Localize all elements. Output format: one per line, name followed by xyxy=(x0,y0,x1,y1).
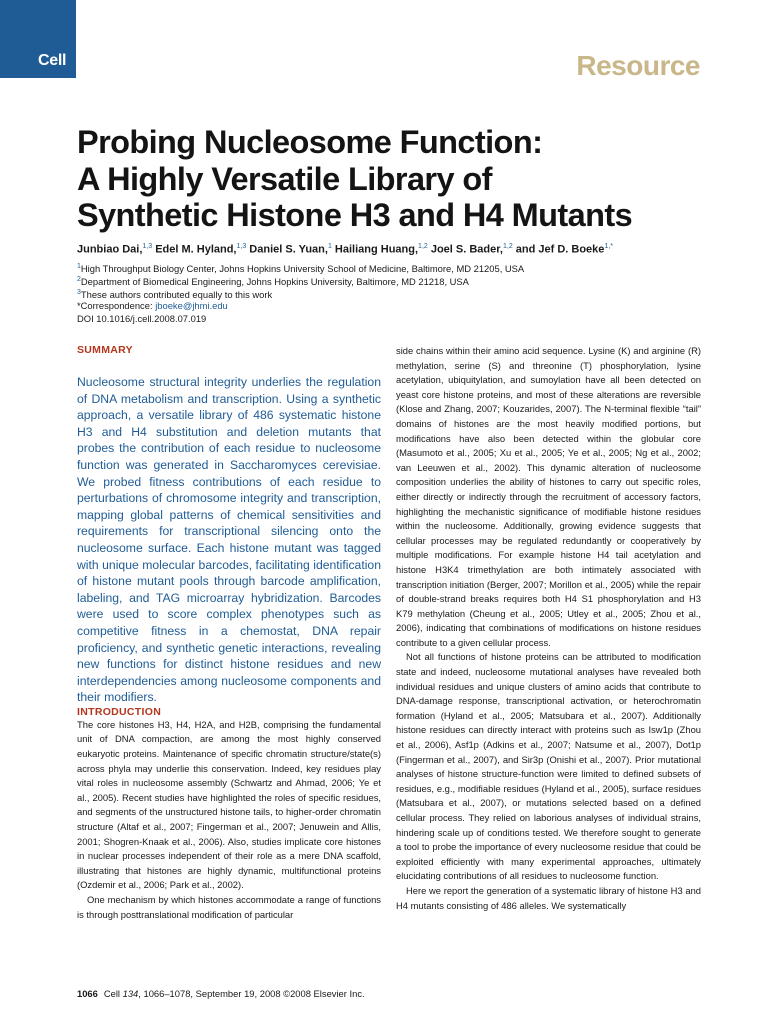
page-number: 1066 xyxy=(77,988,98,999)
affiliation-mark: 2 xyxy=(77,276,81,283)
author-name: Edel M. Hyland, xyxy=(152,243,237,256)
body-paragraph: side chains within their amino acid sequence. Lysine (K) and arginine (R) methylation, serine (S) and threonine (T) phosphorylation, lysine acetylation, ubiquitylation, and sumoylation have all been detected on yeast core histone proteins, and most of these alterations are reversible (Klose and Zhang, 2007; Kouzarides, 2007). The N-terminal flexible “tail” domains of histones are the most heavily modified portions, but modifications have also been detected within the globular core (Masumoto et al., 2005; Xu et al., 2005; Ye et al., 2005; Ng et al., 2002; van Leeuwen et al., 2002). This dynamic alteration of nucleosome composition underlies the ability of histones to carry out specific roles, either directly or indirectly through the recruitment of accessory factors, highlighting the mechanistic significance of modifiable histone residues within the nucleosome. Additionally, growing evidence suggests that cellular processes may be regulated redundantly or cooperatively by multiple modifications. For example histone H4 tail acetylation and histone H3K4 trimethylation are both intimately associated with transcription initiation (Berger, 2007; Morillon et al., 2005) while the repair of double-strand breaks requires both H4 S1 phosphorylation and H3 K79 methylation (Cheung et al., 2005; Utley et al., 2005; Zhou et al., 2006), indicating that combinations of modifications on histone residues contribute to a given cellular process. xyxy=(396,345,701,648)
right-column xyxy=(396,344,701,913)
affiliation-text: High Throughput Biology Center, Johns Hopkins University School of Medicine, Baltimore, MD 21205, USA xyxy=(80,263,525,275)
author-list xyxy=(77,243,707,256)
intro-paragraph: The core histones H3, H4, H2A, and H2B, comprising the fundamental unit of DNA compaction, are among the most highly conserved eukaryotic proteins. Maintenance of specific chromatin structure/state(s) across phyla may underlie this conservation. Indeed, key residues play vital roles in nucleosome assembly (Schwartz and Ahmad, 2006; Ye et al., 2005). Recent studies have highlighted the roles of specific residues, and segments of the unstructured histone tails, to higher-order chromatin structure (Altaf et al., 2007; Fingerman et al., 2007; Jenuwein and Allis, 2001; Shogren-Knaak et al., 2006). Also, studies implicate core histones in nuclear processes independent of their role as a mere DNA scaffold, illustrating that histones are highly dynamic, multifunctional proteins (Ozdemir et al., 2006; Park et al., 2002). xyxy=(77,718,381,891)
body-paragraph: Not all functions of histone proteins can be attributed to modification state and indeed, nucleosome mutational analyses have revealed both individual residues and unique clusters of amino acids that contribute to DNA-damage response, transcriptional activation, or heterochromatin formation (Hyland et al., 2005; Matsubara et al., 2007). Additionally histone residues can directly interact with proteins such as Isw1p (Zhou et al., 2006), Asf1p (Adkins et al., 2007; Natsume et al., 2007), Dot1p (Fingerman et al., 2007), and Sir3p (Onishi et al., 2007). Prior mutational analyses of histone structure-function were limited to defined subsets of residues, e.g., modifiable residues (Hyland et al., 2005), surface residues (Matsubara et al., 2007), or mutations selected based on a defined cellular process. They relied on laborious analyses of individual strains, hindering scale up of conditions tested. We therefore sought to generate a tool to probe the importance of every nucleosome residue that could be exploited efficiently with many experimental approaches, ultimately elucidating contributions of all residues to nucleosome function. xyxy=(396,651,701,882)
author-name: and Jef D. Boeke xyxy=(512,243,605,256)
author-name: Junbiao Dai, xyxy=(77,243,143,256)
page-footer xyxy=(77,988,365,999)
author-affiliation-mark: 1,2 xyxy=(502,243,513,250)
author-affiliation-mark: 1,3 xyxy=(236,243,247,250)
citation-details: , 1066–1078, September 19, 2008 ©2008 Elsevier Inc. xyxy=(138,988,365,999)
author-affiliation-mark: 1,* xyxy=(604,243,613,250)
journal-logo xyxy=(0,0,76,78)
affiliation-mark: 1 xyxy=(77,263,81,270)
author-name: Joel S. Bader, xyxy=(427,243,503,256)
author-affiliation-mark: 1 xyxy=(327,243,332,250)
affiliation-mark: 3 xyxy=(77,289,81,296)
intro-paragraph: One mechanism by which histones accommodate a range of functions is through posttranslational modification of particular xyxy=(77,894,381,920)
author-name: Daniel S. Yuan, xyxy=(246,243,328,256)
author-name: Hailiang Huang, xyxy=(331,243,419,256)
title-line: Synthetic Histone H3 and H4 Mutants xyxy=(77,197,633,233)
doi: DOI 10.1016/j.cell.2008.07.019 xyxy=(77,313,207,324)
citation-prefix: Cell xyxy=(103,988,123,999)
title-line: Probing Nucleosome Function: xyxy=(77,124,543,160)
affiliation-text: These authors contributed equally to this work xyxy=(80,289,273,301)
introduction-heading: INTRODUCTION xyxy=(77,705,162,718)
title-line: A Highly Versatile Library of xyxy=(77,160,492,197)
correspondence-email-link[interactable]: jboeke@jhmi.edu xyxy=(155,300,228,311)
summary-text: Nucleosome structural integrity underlies the regulation of DNA metabolism and transcription. Using a synthetic approach, a versatile library of 486 systematic histone H3 and H4 substitution and deletion mutants that probes the contribution of each residue to nucleosome function was generated in Saccharomyces cerevisiae. We probed fitness contributions of each residue to perturbations of chromosome integrity and transcription, mapping global patterns of chemical sensitivities and requirements for transcriptional silencing onto the nucleosome surface. Each histone mutant was tagged with unique molecular barcodes, facilitating identification of histone mutant pools through barcode amplification, labeling, and TAG microarray hybridization. Barcodes were used to score complex phenotypes such as competitive fitness in a chemostat, DNA repair proficiency, and synthetic genetic interactions, revealing new functions for distinct histone residues and new interdependencies among nucleosome components and their modifiers. xyxy=(77,375,381,705)
body-paragraph: Here we report the generation of a systematic library of histone H3 and H4 mutants consisting of 486 alleles. We systematically xyxy=(396,884,701,911)
article-title xyxy=(77,124,697,234)
journal-logo-text: Cell xyxy=(38,52,67,69)
affiliation-text: Department of Biomedical Engineering, Johns Hopkins University, Baltimore, MD 21218, USA xyxy=(80,276,469,288)
left-column xyxy=(77,344,381,922)
summary-heading: SUMMARY xyxy=(77,344,133,356)
correspondence xyxy=(77,299,717,312)
author-affiliation-mark: 1,2 xyxy=(418,243,428,250)
citation-volume: 134 xyxy=(122,988,139,999)
author-affiliation-mark: 1,3 xyxy=(142,243,153,250)
article-type: Resource xyxy=(576,50,700,81)
correspondence-label: *Correspondence: xyxy=(77,300,156,311)
